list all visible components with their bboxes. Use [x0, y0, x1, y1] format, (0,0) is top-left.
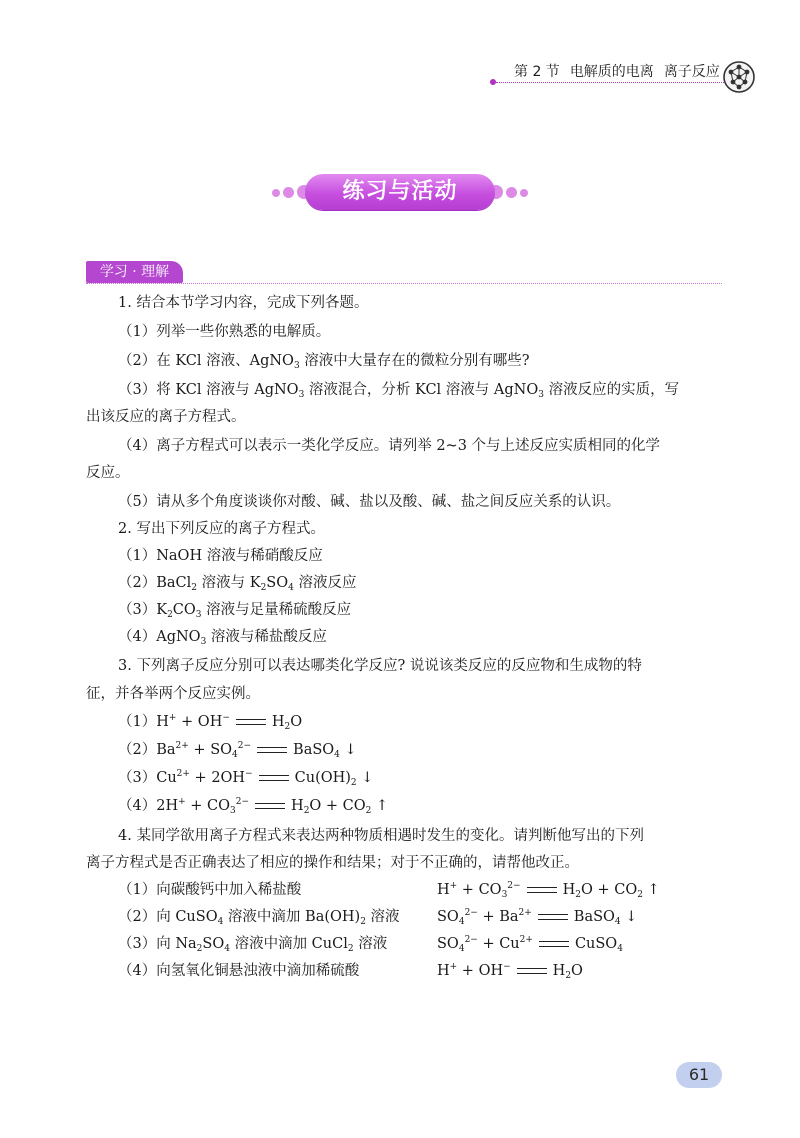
q4-row3-equation: $SO_4^{2-} + Cu^{2+}$ CuSO$_4$: [437, 935, 623, 954]
q4-row2-equation: $SO_4^{2-} + Ba^{2+}$ BaSO$_4$ ↓: [437, 908, 638, 927]
q3-stem-cont: 征，并各举两个反应实例。: [86, 686, 260, 702]
q1-part3-cont: 出该反应的离子方程式。: [86, 409, 246, 425]
q3-equation-1: （1）H+ + OH− $H_2O$: [118, 713, 303, 732]
q4-row3-operation: （3）向 $Na_2SO_4$ 溶液中滴加 CuCl$_2$ 溶液: [118, 936, 388, 954]
q1-part2: （2）在 KCl 溶液、AgNO$_3$ 溶液中大量存在的微粒分别有哪些?: [118, 353, 530, 371]
q4-stem: 4. 某同学欲用离子方程式来表达两种物质相遇时发生的变化。请判断他写出的下列: [118, 828, 644, 844]
header-section: 第 2 节: [514, 64, 560, 80]
q4-row4-equation: H+ + OH− $H_2O$: [437, 962, 583, 981]
q3-equation-2: $(2)Ba^{2+} + SO_4^{2-}$ BaSO$_4$ ↓: [118, 741, 357, 760]
q2-part4: （4）AgNO$_3$ 溶液与稀盐酸反应: [118, 629, 327, 647]
q4-stem-cont: 离子方程式是否正确表达了相应的操作和结果；对于不正确的，请帮他改正。: [86, 855, 579, 871]
q1-part3: （3）将 KCl 溶液与 AgNO$_3$ 溶液混合，分析 KCl 溶液与 AgNO$_3$ 溶液反应的实质，写: [118, 382, 680, 400]
banner-title: 练习与活动: [342, 179, 458, 204]
section-banner: [305, 174, 495, 210]
q4-row4-operation: （4）向氢氧化铜悬浊液中滴加稀硫酸: [118, 963, 360, 979]
subheading-label: 学习 · 理解: [99, 264, 170, 280]
q4-row2-operation: （2）向 CuSO$_4$ 溶液中滴加 $Ba(OH)_2$ 溶液: [118, 909, 400, 927]
header-subtitle: 离子反应: [663, 64, 720, 80]
subheading-tag: [86, 261, 183, 283]
q2-part2: （2）BaCl$_2$ 溶液与 $K_2SO_4$ 溶液反应: [118, 575, 357, 593]
q3-equation-4: $(4)2H^+ + CO_3^{2-}$ $H_2O + CO_2$ ↑: [118, 797, 389, 816]
q1-part1: （1）列举一些你熟悉的电解质。: [118, 324, 331, 340]
q2-part1: （1）NaOH 溶液与稀硝酸反应: [118, 548, 323, 564]
q2-part3: $(3)K_2CO_3$ 溶液与足量稀硫酸反应: [118, 602, 352, 620]
q4-row1-equation: $H^+ + CO_3^{2-}$ $H_2O + CO_2$ ↑: [437, 881, 660, 900]
q1-part4: （4）离子方程式可以表示一类化学反应。请列举 2~3 个与上述反应实质相同的化学: [118, 438, 661, 454]
subheading-rule: [86, 283, 722, 284]
molecule-ball-icon: [722, 60, 756, 94]
q1-stem: 1. 结合本节学习内容，完成下列各题。: [118, 295, 369, 311]
q1-part4-cont: 反应。: [86, 465, 130, 481]
q3-equation-3: $(3)Cu^{2+} + 2OH^-$ $Cu(OH)_2$ ↓: [118, 769, 374, 788]
q4-row1-operation: （1）向碳酸钙中加入稀盐酸: [118, 882, 302, 898]
header-title: 电解质的电离: [569, 64, 654, 80]
q3-stem: 3. 下列离子反应分别可以表达哪类化学反应? 说说该类反应的反应物和生成物的特: [118, 658, 642, 674]
page-number: 61: [688, 1065, 710, 1084]
header-rule: [496, 82, 724, 83]
q1-part5: （5）请从多个角度谈谈你对酸、碱、盐以及酸、碱、盐之间反应关系的认识。: [118, 494, 621, 510]
q2-stem: 2. 写出下列反应的离子方程式。: [118, 521, 325, 537]
page-number-badge: [676, 1062, 722, 1088]
running-header: [514, 61, 720, 81]
header-dot: [490, 79, 496, 85]
